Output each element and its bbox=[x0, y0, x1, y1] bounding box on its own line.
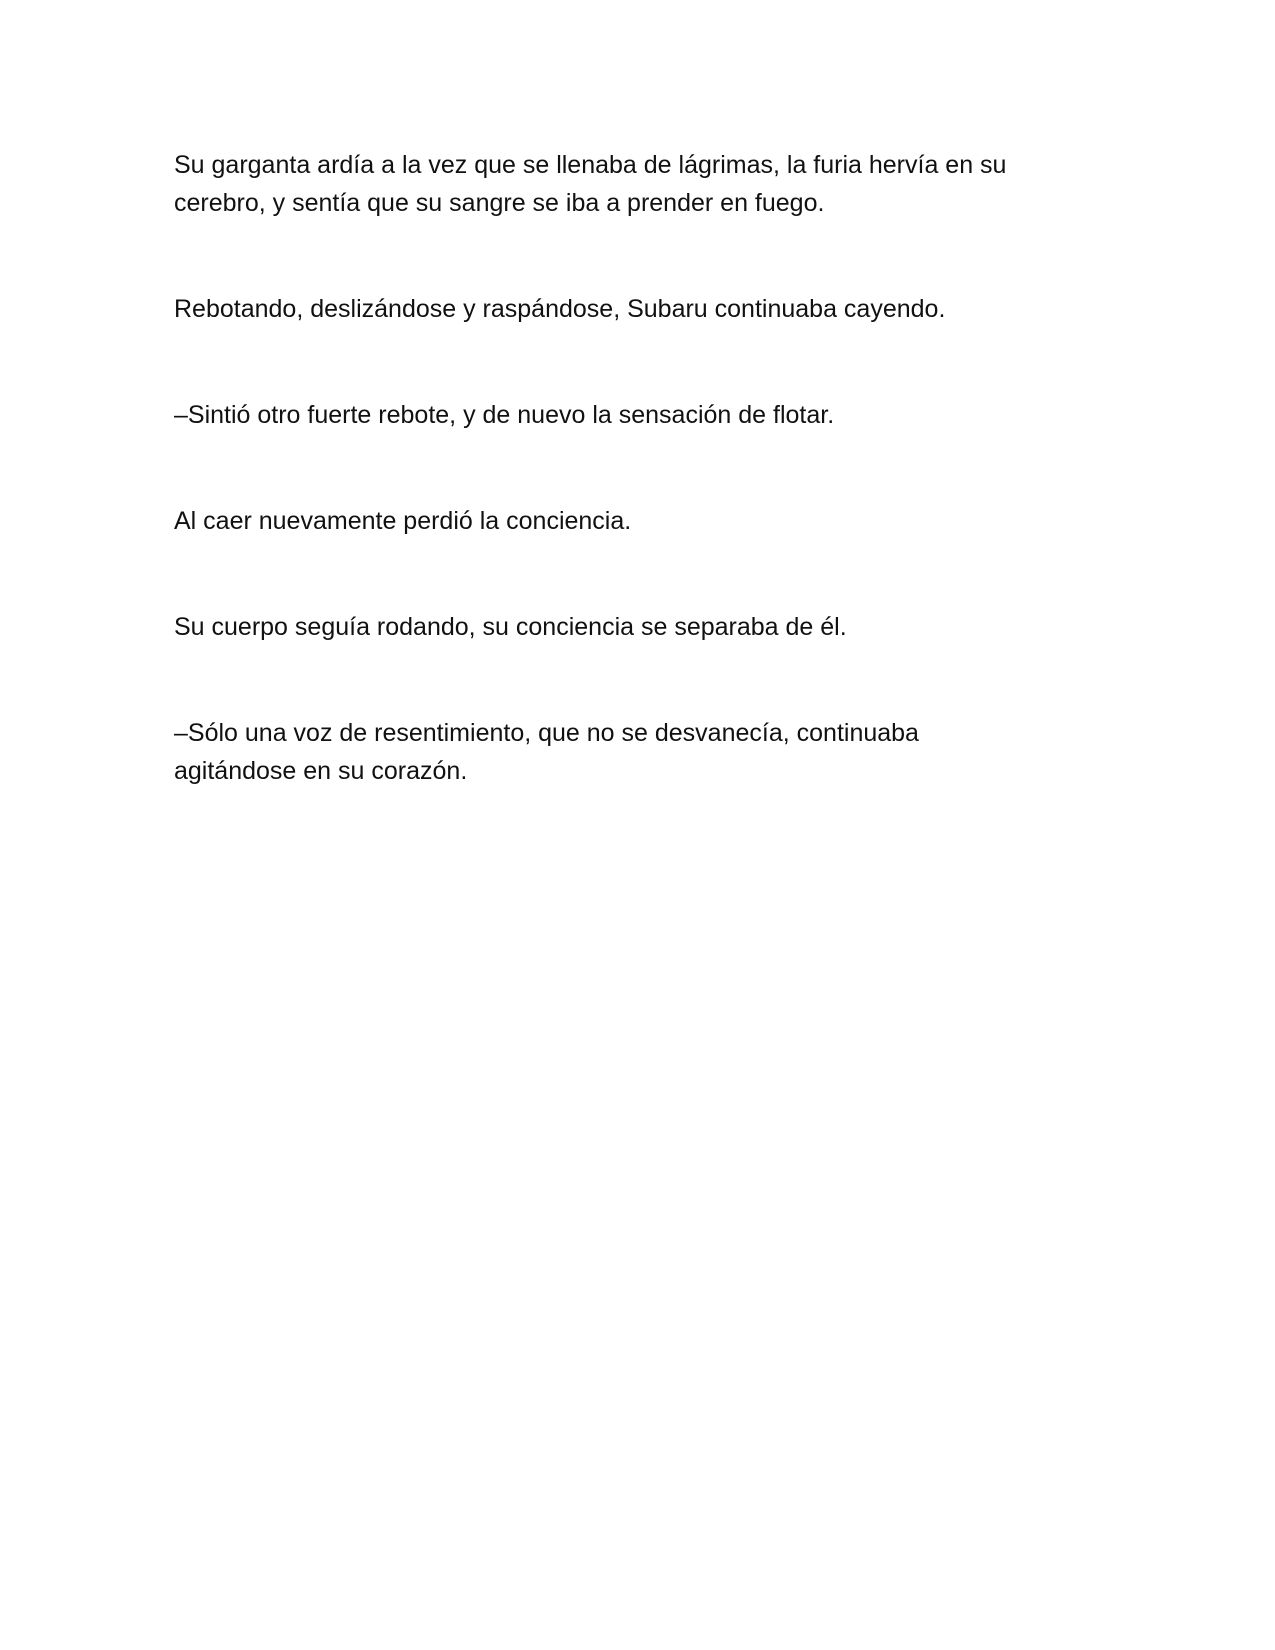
paragraph-6 bbox=[174, 714, 1074, 790]
paragraph-4-line-1: Al caer nuevamente perdió la conciencia. bbox=[174, 507, 632, 535]
paragraph-6-line-2: agitándose en su corazón. bbox=[174, 757, 468, 785]
paragraph-3-line-1: –Sintió otro fuerte rebote, y de nuevo la sensación de flotar. bbox=[174, 401, 835, 429]
paragraph-1-line-1: Su garganta ardía a la vez que se llenaba de lágrimas, la furia hervía en su bbox=[174, 151, 1007, 179]
paragraph-4 bbox=[174, 502, 1074, 540]
paragraph-2 bbox=[174, 290, 1074, 328]
paragraph-1 bbox=[174, 146, 1074, 222]
document-body bbox=[174, 146, 1074, 858]
paragraph-2-line-1: Rebotando, deslizándose y raspándose, Subaru continuaba cayendo. bbox=[174, 295, 946, 323]
paragraph-1-line-2: cerebro, y sentía que su sangre se iba a prender en fuego. bbox=[174, 189, 825, 217]
paragraph-5 bbox=[174, 608, 1074, 646]
paragraph-5-line-1: Su cuerpo seguía rodando, su conciencia se separaba de él. bbox=[174, 613, 847, 641]
paragraph-3 bbox=[174, 396, 1074, 434]
paragraph-6-line-1: –Sólo una voz de resentimiento, que no se desvanecía, continuaba bbox=[174, 719, 919, 747]
